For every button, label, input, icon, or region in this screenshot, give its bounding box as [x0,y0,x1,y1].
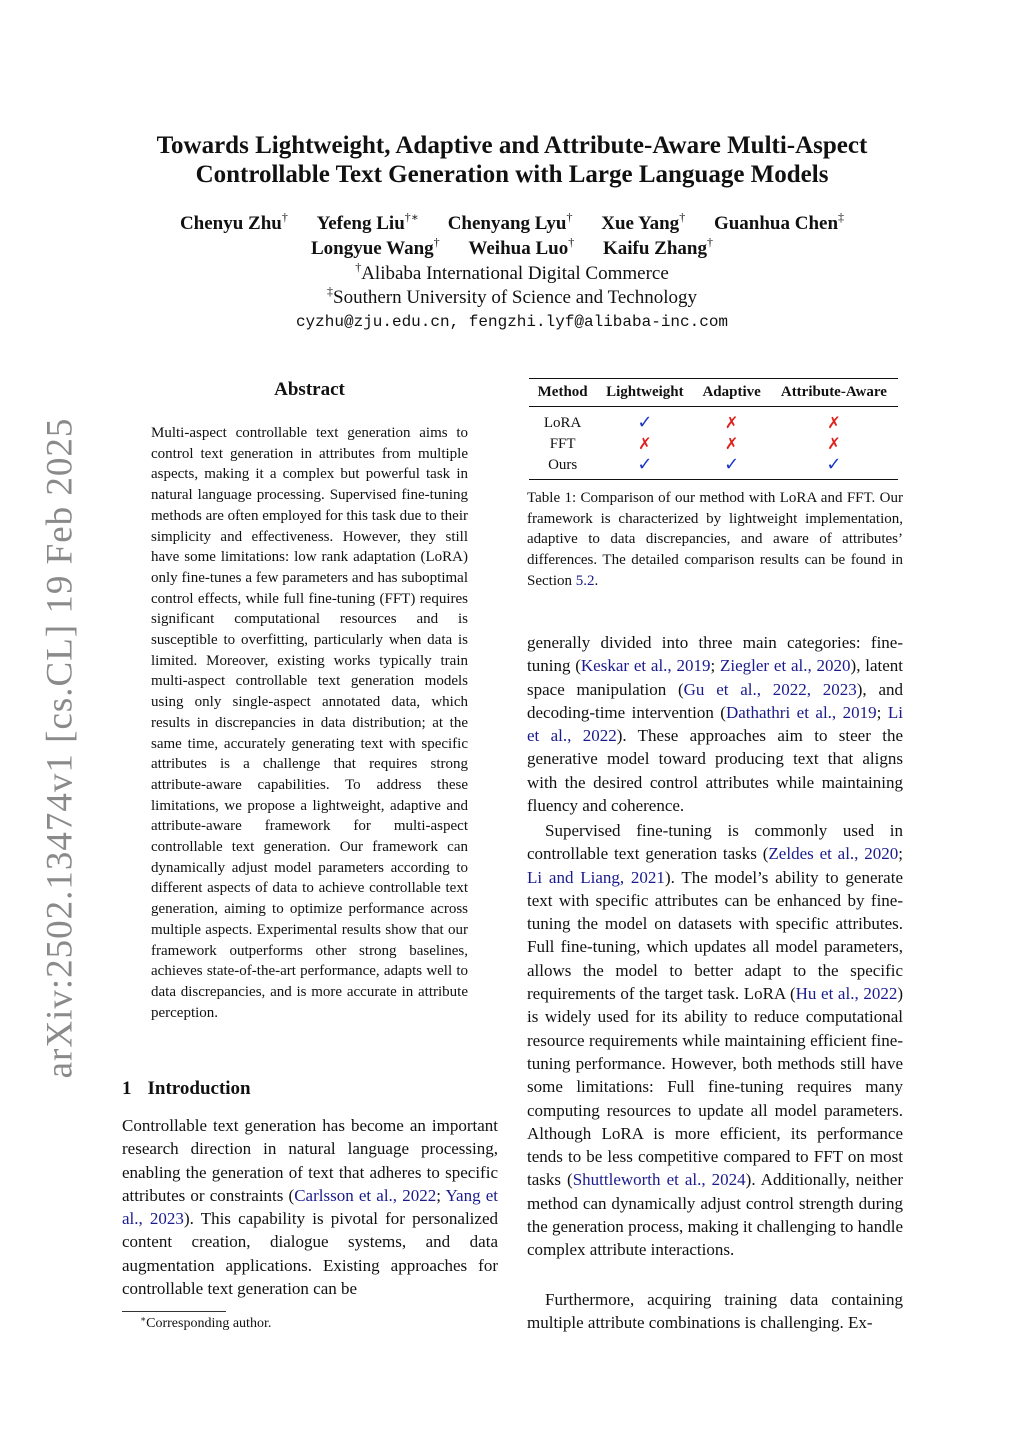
author-list-row-2 [100,237,924,261]
arxiv-identifier: arXiv:2502.13474v1 [cs.CL] 19 Feb 2025 [39,417,81,1079]
intro-paragraph-2: Supervised fine-tuning is commonly used in controllable text generation tasks (Zeldes et al., 2020; Li and Liang, 2021). The model’s ability to generate text with specific attributes can be enhanced by fine-tuning the model on datasets with specific attributes. Full fine-tuning, which updates all model parameters, allows the model to better adapt to the specific requirements of the target task. LoRA (Hu et al., 2022) is widely used for its ability to reduce computational resource requirements while maintaining efficient fine-tuning performance. However, both methods still have some limitations: Full fine-tuning requires many computing resources to update all model parameters. Although LoRA is more efficient, its performance tends to be less competitive compared to FFT on most tasks (Shuttleworth et al., 2024). Additionally, neither method can dynamically adjust control strength during the generation process, making it challenging to handle complex attribute interactions. [527,821,903,1260]
title-line-2: Controllable Text Generation with Large Language Models [195,161,829,188]
title-line-1: Towards Lightweight, Adaptive and Attribute-Aware Multi-Aspect [156,132,868,159]
citation-link[interactable]: Gu et al., 2022, 2023 [683,679,857,699]
check-icon: ✓ [826,454,842,475]
column-header: Adaptive [693,379,769,407]
section-title: Introduction [147,1078,251,1099]
author-list-row-1 [100,212,924,236]
cross-icon: ✗ [724,413,739,432]
footnote-rule [122,1311,226,1312]
table-caption: Table 1: Comparison of our method with LoRA and FFT. Our framework is characterized by lightweight implementation, adaptive to data discrepancies, and aware of attributes’ differences. The detailed comparison results can be found in Section 5.2. [527,490,903,589]
citation-link[interactable]: Keskar et al., 2019 [580,656,711,676]
intro-paragraph-1-continued: generally divided into three main categories: fine-tuning (Keskar et al., 2019; Ziegler et al., 2020), latent space manipulation (Gu et al., 2022, 2023), and decoding-time intervention (Dathathri et al., 2019; Li et al., 2022). These approaches aim to steer the generative model toward producing text that aligns with the desired control attributes while maintaining fluency and coherence. [527,633,903,816]
section-reference-link[interactable]: 5.2 [575,572,595,589]
cross-icon: ✗ [724,434,739,453]
abstract-heading: Abstract [274,379,345,400]
cross-icon: ✗ [827,413,841,432]
citation-link[interactable]: Carlsson et al., 2022 [294,1185,437,1205]
author: Longyue Wang† [311,235,440,259]
comparison-table [529,378,898,480]
author: Weihua Luo† [468,235,575,259]
table-row [529,455,898,480]
check-icon: ✓ [637,412,653,433]
intro-paragraph-1: Controllable text generation has become an important research direction in natural language processing, enabling the generation of text that adheres to specific attributes or constraints (Carlsson et al., 2022; Yang et al., 2023). This capability is pivotal for personalized content creation, dialogue systems, and data augmentation applications. Existing approaches for controllable text generation can be [122,1116,498,1299]
author: Yefeng Liu†∗ [316,210,419,234]
author: Xue Yang† [601,210,686,234]
author: Guanhua Chen‡ [713,210,845,234]
cross-icon: ✗ [638,434,652,453]
footnote: ∗Corresponding author. [140,1314,272,1331]
check-icon: ✓ [724,454,740,475]
abstract-body: Multi-aspect controllable text generation aims to control text generation in attributes from multiple aspects, making it a complex but powerful task in natural language processing. Supervised fine-tuning methods are often employed for this task due to their simplicity and effectiveness. However, they still have some limitations: low rank adaptation (LoRA) only fine-tunes a few parameters and has suboptimal control effects, while full fine-tuning (FFT) requires significant computational resources and is susceptible to overfitting, particularly when data is limited. Moreover, existing works typically train multi-aspect controllable text generation models using only single-aspect annotated data, which results in discrepancies in data distribution; at the same time, accurately generating text with specific attributes is a challenge that requires strong attribute-aware capabilities. To address these limitations, we propose a lightweight, adaptive and attribute-aware framework for multi-aspect controllable text generation. Our framework can dynamically adjust model parameters according to different aspects of data to achieve controllable text generation, aiming to optimize performance across multiple aspects. Experimental results show that our framework outperforms other strong baselines, achieves state-of-the-art performance, adapts well to data discrepancies, and is more accurate in attribute perception. [151,425,468,1021]
paper-title [100,131,924,189]
citation-link[interactable]: Dathathri et al., 2019 [725,702,877,722]
citation-link[interactable]: Shuttleworth et al., 2024 [572,1170,746,1190]
table-row [529,434,898,455]
affiliation-alibaba: †Alibaba International Digital Commerce [355,260,669,284]
method-cell: FFT [549,436,576,452]
affiliation-sustech: ‡Southern University of Science and Technology [327,284,697,308]
citation-link[interactable]: Hu et al., 2022 [795,984,898,1004]
author: Chenyang Lyu† [447,210,573,234]
table-row [529,407,898,435]
intro-paragraph-3: Furthermore, acquiring training data containing multiple attribute combinations is challenging. Ex- [527,1290,903,1333]
column-header: Method [529,379,596,407]
citation-link[interactable]: Yang et al., 2023 [122,1185,498,1229]
cross-icon: ✗ [827,434,841,453]
section-number: 1 [122,1078,132,1099]
check-icon: ✓ [637,454,653,475]
citation-link[interactable]: Li and Liang, 2021 [527,867,665,887]
column-header: Attribute-Aware [770,379,898,407]
method-cell: LoRA [543,415,582,431]
method-cell: Ours [529,455,596,480]
author: Kaifu Zhang† [602,235,713,259]
citation-link[interactable]: Li et al., 2022 [527,702,903,746]
author: Chenyu Zhu† [179,210,288,234]
table-header-row [529,379,898,407]
column-header: Lightweight [596,379,693,407]
section-heading-introduction [122,1078,251,1100]
author-emails: cyzhu@zju.edu.cn, fengzhi.lyf@alibaba-inc.com [295,313,729,331]
citation-link[interactable]: Ziegler et al., 2020 [720,656,851,676]
citation-link[interactable]: Zeldes et al., 2020 [768,844,899,864]
